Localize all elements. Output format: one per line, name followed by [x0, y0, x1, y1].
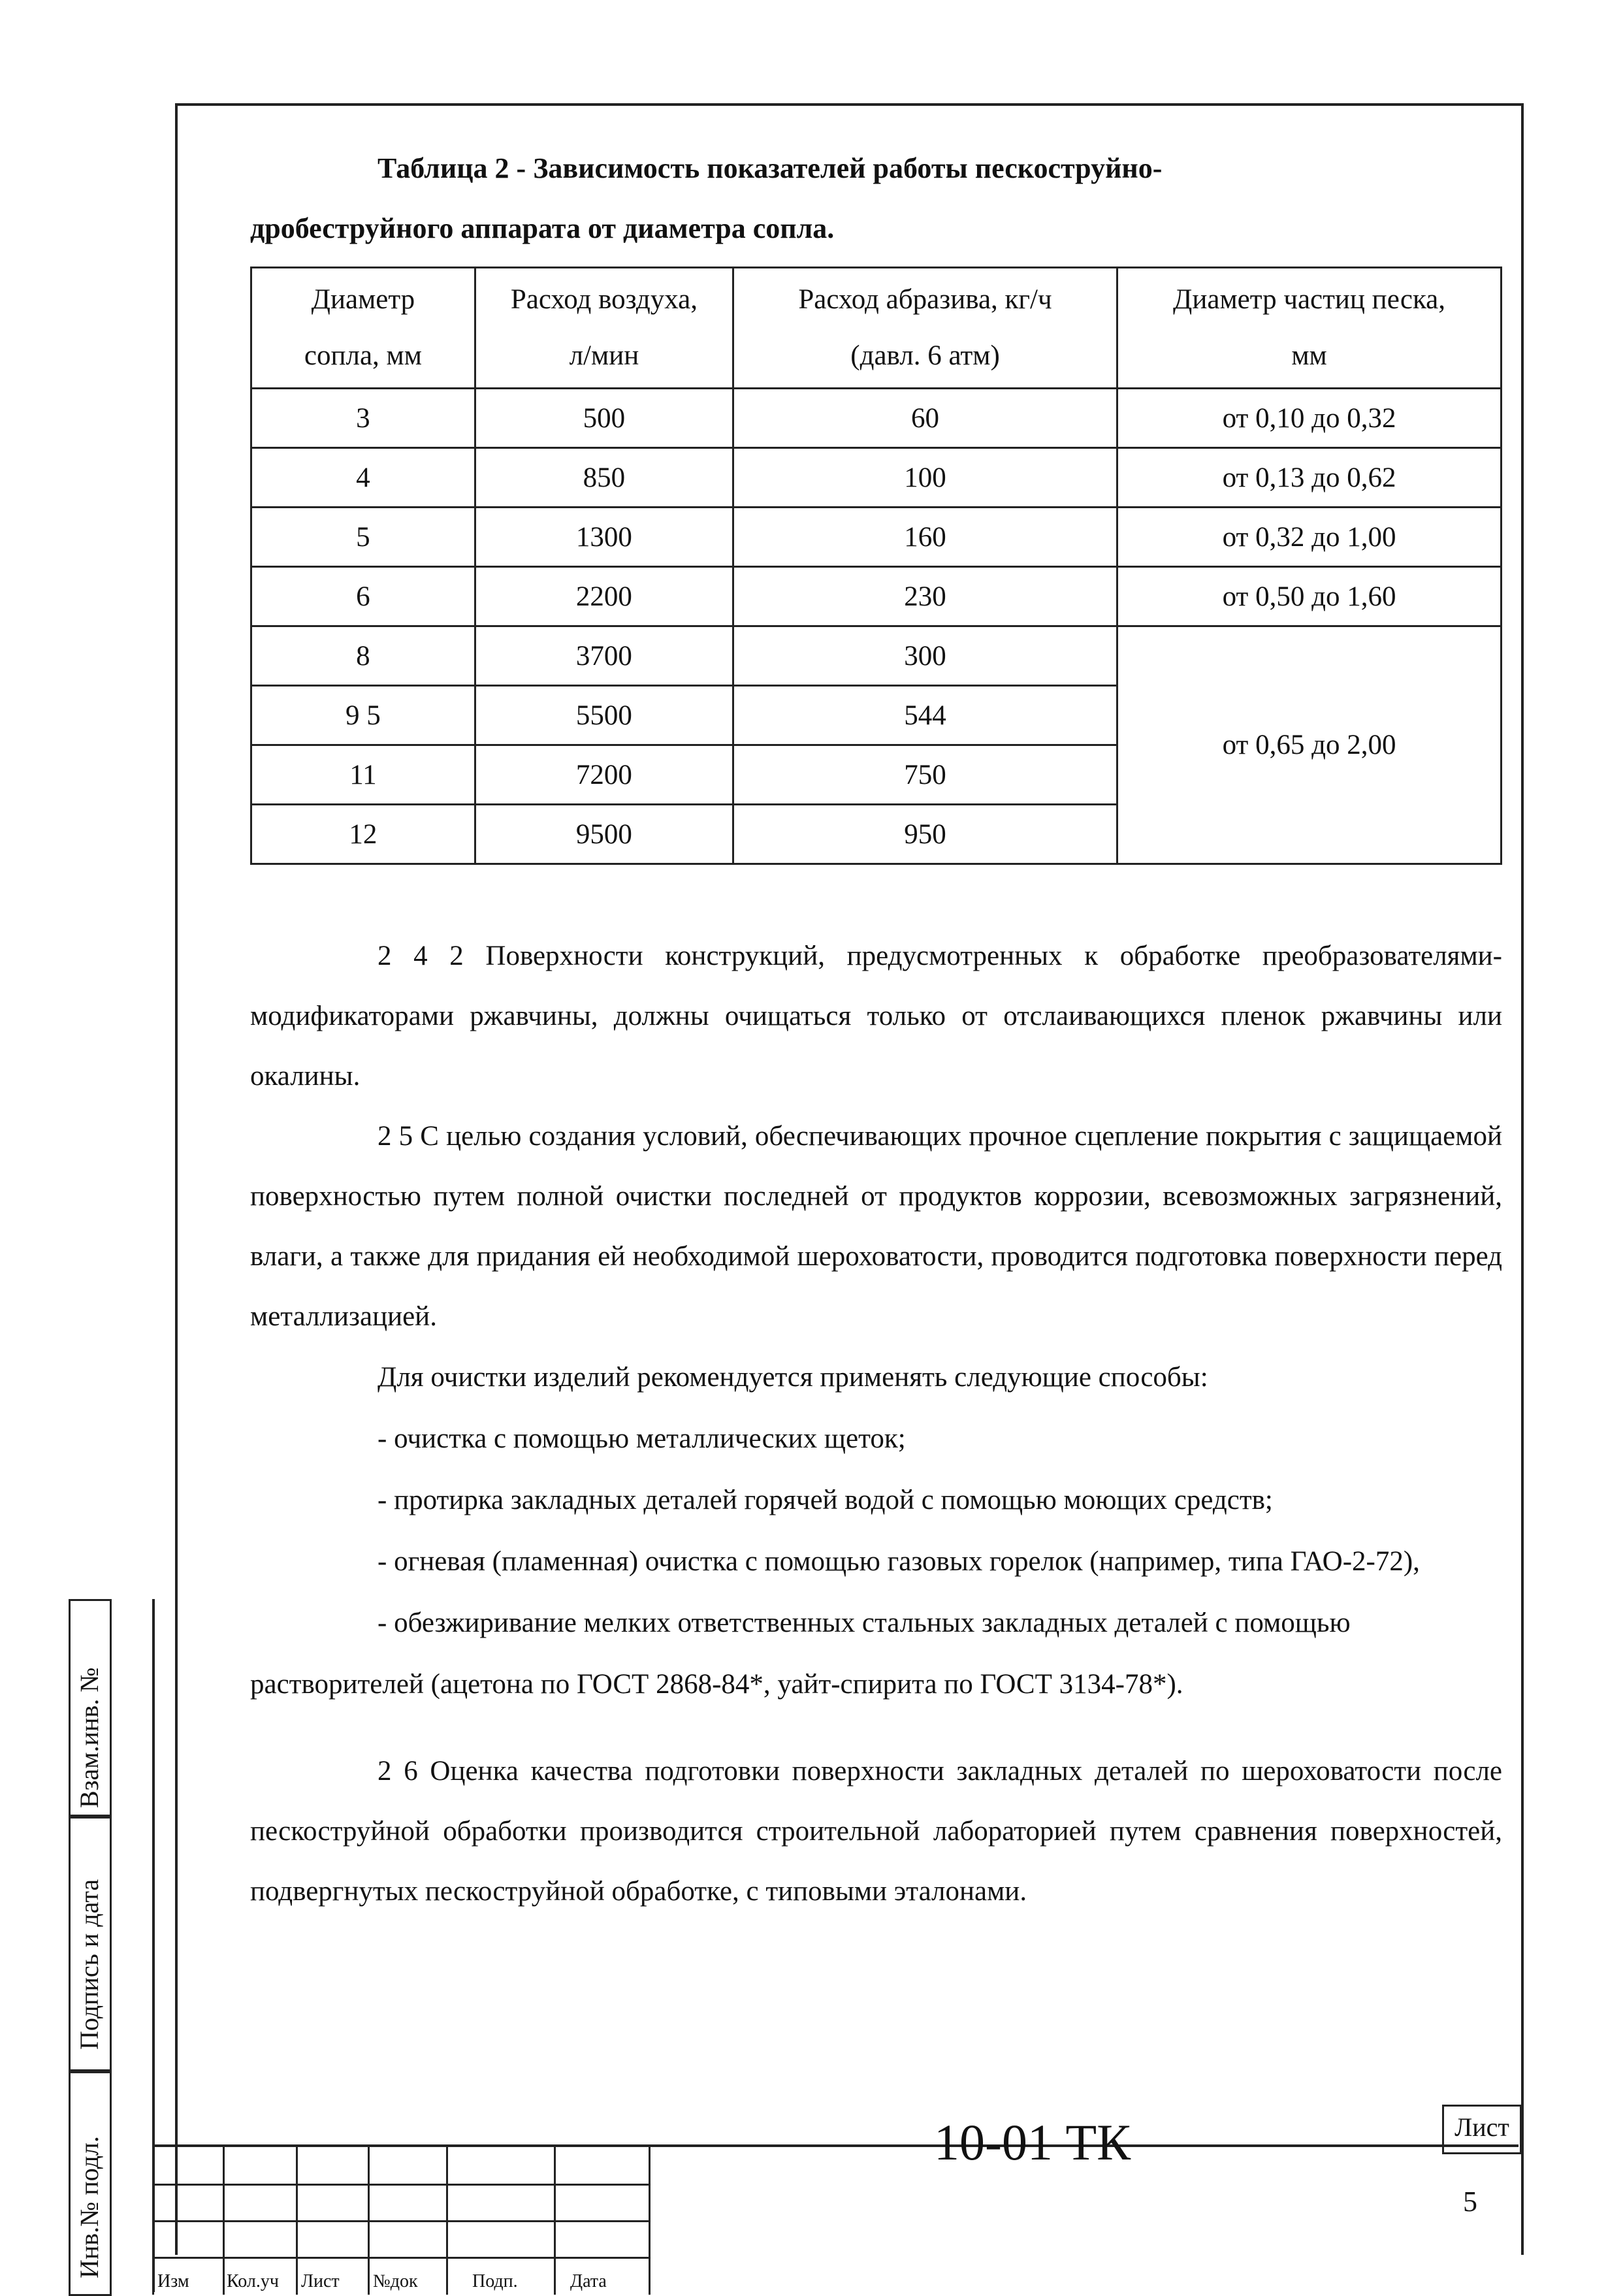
list-item: - протирка закладных деталей горячей водой с помощью моющих средств; [378, 1485, 1273, 1515]
table-row [251, 448, 1502, 508]
label-date: Дата [570, 2271, 607, 2291]
label-count: Кол.уч [227, 2271, 279, 2291]
cell-air: 7200 [475, 745, 733, 805]
sheet-number: 5 [1463, 2186, 1477, 2218]
grid-line [446, 2147, 448, 2295]
table-row [251, 567, 1502, 626]
cell-air: 500 [475, 389, 733, 448]
cell-air: 850 [475, 448, 733, 508]
grid-line [223, 2147, 225, 2295]
side-label-inventory: Инв.№ подл. [74, 2136, 104, 2278]
cell-air: 3700 [475, 626, 733, 686]
cell-diameter: 3 [251, 389, 475, 448]
cell-diameter: 12 [251, 805, 475, 864]
cell-air: 5500 [475, 686, 733, 745]
table-caption-line2: дробеструйного аппарата от диаметра сопла. [250, 212, 835, 244]
paragraph-2-5: 2 5 С целью создания условий, обеспечивающих прочное сцепление покрытия с защищаемой поверхностью путем полной очистки последней от продуктов коррозии, всевозможных загрязнений, влаги, а также для придания ей необходимой шероховатости, проводится подготовка поверхности перед металлизацией. [250, 1121, 1502, 1332]
header-sand-particle-diameter: Диаметр частиц песка, мм [1117, 268, 1502, 389]
revision-grid [152, 2147, 649, 2295]
paragraph-2-4-2: 2 4 2 Поверхности конструкций, предусмотренных к обработке преобразователями-модификаторами ржавчины, должны очищаться только от отслаивающихся пленок ржавчины или окалины. [250, 941, 1502, 1091]
cell-abrasive: 950 [733, 805, 1117, 864]
cell-diameter: 4 [251, 448, 475, 508]
cell-diameter: 11 [251, 745, 475, 805]
cell-particle: от 0,13 до 0,62 [1117, 448, 1502, 508]
paragraph-2-6: 2 6 Оценка качества подготовки поверхности закладных деталей по шероховатости после пескоструйной обработки производится строительной лабораторией путем сравнения поверхностей, подвергнутых пескоструйной обработке, с типовыми эталонами. [250, 1756, 1502, 1907]
label-change: Изм [157, 2271, 189, 2291]
side-label-signature: Подпись и дата [74, 1879, 104, 2050]
sheet-label: Лист [1442, 2105, 1522, 2154]
list-item: - огневая (пламенная) очистка с помощью газовых горелок (например, типа ГАО-2-72), [378, 1546, 1420, 1577]
cell-abrasive: 160 [733, 508, 1117, 567]
methods-intro: Для очистки изделий рекомендуется применять следующие способы: [378, 1362, 1208, 1393]
header-abrasive-consumption: Расход абразива, кг/ч (давл. 6 атм) [733, 268, 1117, 389]
header-nozzle-diameter: Диаметр сопла, мм [251, 268, 475, 389]
title-block [152, 2144, 1519, 2295]
header-air-consumption: Расход воздуха, л/мин [475, 268, 733, 389]
grid-line [554, 2147, 556, 2295]
cell-abrasive: 60 [733, 389, 1117, 448]
list-item: - очистка с помощью металлических щеток; [378, 1423, 906, 1454]
grid-line [649, 2147, 651, 2295]
grid-line [152, 2257, 649, 2259]
list-item: - обезжиривание мелких ответственных стальных закладных деталей с помощью растворителей (ацетона по ГОСТ 2868-84*, уайт-спирита по ГОСТ 3134-78*). [250, 1608, 1351, 1700]
table-row [251, 626, 1502, 686]
label-sheet: Лист [301, 2271, 340, 2291]
label-doc-number: №док [373, 2271, 418, 2291]
cell-particle: от 0,32 до 1,00 [1117, 508, 1502, 567]
side-label-replacement: Взам.инв. № [74, 1667, 104, 1808]
table-row [251, 389, 1502, 448]
table-row [251, 508, 1502, 567]
cell-air: 9500 [475, 805, 733, 864]
cell-diameter: 5 [251, 508, 475, 567]
nozzle-table [250, 267, 1502, 865]
cell-abrasive: 300 [733, 626, 1117, 686]
cell-abrasive: 750 [733, 745, 1117, 805]
grid-line [296, 2147, 298, 2295]
cell-abrasive: 230 [733, 567, 1117, 626]
cell-particle: от 0,50 до 1,60 [1117, 567, 1502, 626]
table-header-row [251, 268, 1502, 389]
cell-diameter: 8 [251, 626, 475, 686]
cell-air: 1300 [475, 508, 733, 567]
table-caption-line1: Таблица 2 - Зависимость показателей работы пескоструйно- [378, 152, 1163, 184]
cell-particle: от 0,10 до 0,32 [1117, 389, 1502, 448]
grid-line [368, 2147, 370, 2295]
grid-line [152, 2184, 649, 2186]
cell-air: 2200 [475, 567, 733, 626]
cell-abrasive: 544 [733, 686, 1117, 745]
grid-line [152, 2220, 649, 2222]
cell-abrasive: 100 [733, 448, 1117, 508]
label-signature: Подп. [472, 2271, 518, 2291]
cell-particle-merged: от 0,65 до 2,00 [1117, 626, 1502, 864]
side-stamp [69, 1599, 155, 2292]
cell-diameter: 6 [251, 567, 475, 626]
cell-diameter: 9 5 [251, 686, 475, 745]
grid-line [152, 2147, 154, 2295]
cleaning-methods-list [250, 1347, 1502, 1715]
document-number: 10-01 ТК [934, 2114, 1131, 2171]
